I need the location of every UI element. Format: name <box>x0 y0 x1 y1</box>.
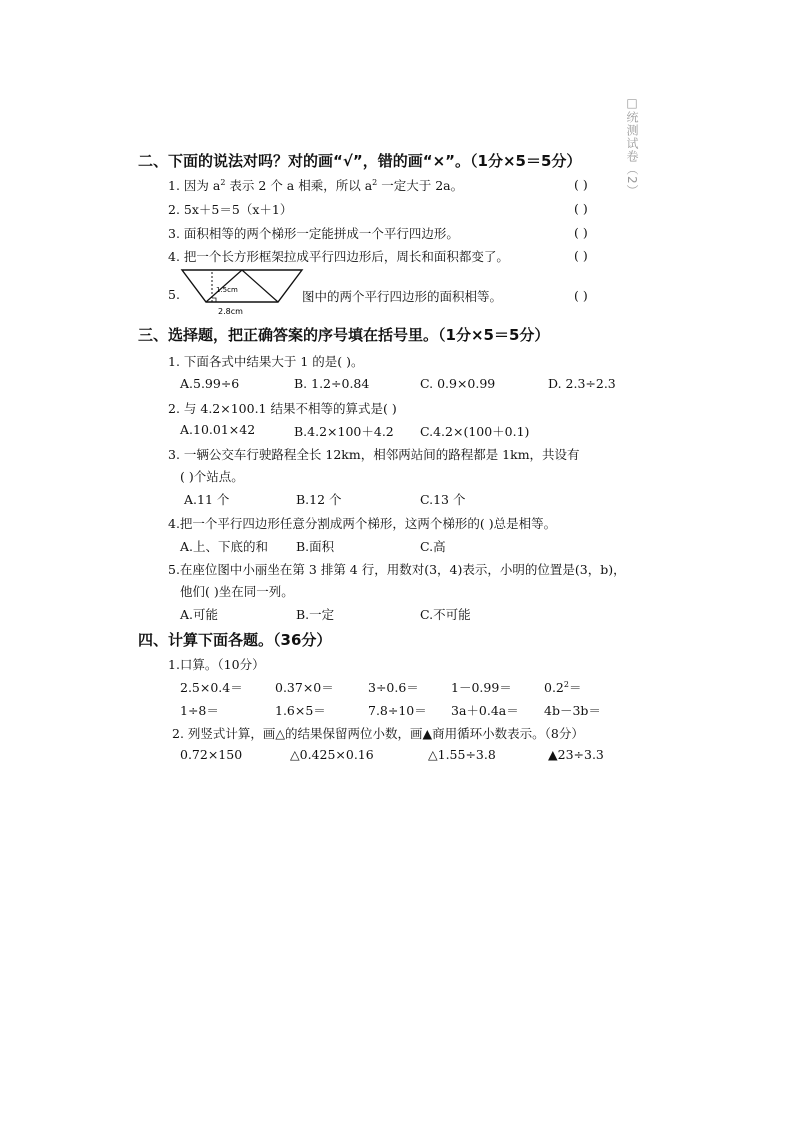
mental-calc-6: 1÷8＝ <box>180 703 219 718</box>
s4-sub1-title: 1.口算。（10分） <box>168 657 265 672</box>
s3-q3-stem: 3. 一辆公交车行驶路程全长 12km，相邻两站间的路程都是 1km，共设有 <box>168 447 580 462</box>
s2-answer-blank-3[interactable]: ( ) <box>574 225 588 240</box>
s2-item-3 <box>168 224 459 242</box>
s3-q5-option-c: C.不可能 <box>420 607 471 622</box>
section3-title: 三、选择题，把正确答案的序号填在括号里。（1分×5＝5分） <box>138 326 550 344</box>
s3-q5-stem: 5.在座位图中小丽坐在第 3 排第 4 行，用数对(3，4)表示，小明的位置是(3，b)， <box>168 562 626 577</box>
s2-item-4-num: 4. <box>168 249 180 264</box>
mental-calc-1: 2.5×0.4＝ <box>180 680 243 695</box>
side-margin-text: □统测试卷（2） <box>625 96 639 198</box>
mental-calc-4: 1－0.99＝ <box>451 680 512 695</box>
s3-q3-option-b: B.12 个 <box>296 492 342 507</box>
s2-item-1 <box>168 176 463 194</box>
section2-title: 二、下面的说法对吗？对的画“√”，错的画“×”。（1分×5＝5分） <box>138 152 582 170</box>
mental-calc-9: 3a＋0.4a＝ <box>451 703 519 718</box>
s3-q5-option-a: A.可能 <box>180 607 219 622</box>
vertical-calc-1: 0.72×150 <box>180 747 243 762</box>
mental-calc-8: 7.8÷10＝ <box>368 703 427 718</box>
mental-calc-3: 3÷0.6＝ <box>368 680 419 695</box>
mental-calc-2: 0.37×0＝ <box>275 680 334 695</box>
mental-calc-5-base: 0.2 <box>544 680 564 695</box>
s3-q2-stem: 2. 与 4.2×100.1 结果不相等的算式是( ) <box>168 401 397 416</box>
s3-q4-option-c: C.高 <box>420 539 446 554</box>
s2-answer-blank-1[interactable]: ( ) <box>574 177 588 192</box>
s2-item-2 <box>168 200 292 218</box>
vertical-calc-4: ▲23÷3.3 <box>548 747 604 762</box>
s2-item-4-text: 把一个长方形框架拉成平行四边形后，周长和面积都变了。 <box>183 249 509 264</box>
s2-item-1-sup2: 2 <box>372 177 378 187</box>
s2-item-1-post: 一定大于 2a。 <box>377 178 464 193</box>
s3-q4-stem: 4.把一个平行四边形任意分割成两个梯形，这两个梯形的( )总是相等。 <box>168 516 557 531</box>
s2-item-1-sup: 2 <box>220 177 226 187</box>
s2-item-5-text: 图中的两个平行四边形的面积相等。 <box>302 289 503 304</box>
s2-answer-blank-4[interactable]: ( ) <box>574 248 588 263</box>
figure-base-label: 2.8cm <box>218 307 243 316</box>
s3-q1-option-d: D. 2.3÷2.3 <box>548 376 616 391</box>
vertical-calc-3: △1.55÷3.8 <box>428 747 496 762</box>
s3-q2-option-c: C.4.2×(100＋0.1) <box>420 424 530 439</box>
s2-item-2-text: 5x＋5＝5（x＋1） <box>183 202 293 217</box>
s3-q2-option-a: A.10.01×42 <box>180 422 256 437</box>
s3-q4-option-a: A.上、下底的和 <box>180 539 269 554</box>
s3-q1-stem: 1. 下面各式中结果大于 1 的是( )。 <box>168 354 364 369</box>
s2-item-3-num: 3. <box>168 226 180 241</box>
section4-title: 四、计算下面各题。（36分） <box>138 631 332 649</box>
vertical-calc-2: △0.425×0.16 <box>290 747 374 762</box>
figure-diagonal-right <box>242 270 278 302</box>
s3-q2-option-b: B.4.2×100＋4.2 <box>294 424 394 439</box>
mental-calc-7: 1.6×5＝ <box>275 703 326 718</box>
s2-item-4 <box>168 247 509 265</box>
s3-q3-stem-line2: ( )个站点。 <box>180 469 244 484</box>
s2-item-1-pre: 因为 a <box>183 178 221 193</box>
mental-calc-5-sup: 2 <box>563 679 569 689</box>
parallelogram-figure <box>178 266 308 318</box>
s2-item-3-text: 面积相等的两个梯形一定能拼成一个平行四边形。 <box>183 226 459 241</box>
s3-q3-option-c: C.13 个 <box>420 492 466 507</box>
mental-calc-5-eq: ＝ <box>568 680 582 695</box>
s2-item-1-num: 1. <box>168 178 180 193</box>
s2-answer-blank-5[interactable]: ( ) <box>574 288 588 303</box>
s2-item-5-num: 5. <box>168 287 180 302</box>
figure-height-label: 1.5cm <box>216 286 238 294</box>
figure-trapezoid-outline <box>182 270 302 302</box>
s3-q1-option-b: B. 1.2÷0.84 <box>294 376 370 391</box>
s3-q1-option-c: C. 0.9×0.99 <box>420 376 496 391</box>
s2-answer-blank-2[interactable]: ( ) <box>574 201 588 216</box>
s3-q5-option-b: B.一定 <box>296 607 335 622</box>
mental-calc-5 <box>544 678 582 696</box>
s3-q1-option-a: A.5.99÷6 <box>180 376 240 391</box>
s4-sub2-title: 2. 列竖式计算，画△的结果保留两位小数，画▲商用循环小数表示。（8分） <box>172 726 584 741</box>
mental-calc-10: 4b－3b＝ <box>544 703 601 718</box>
s2-item-1-mid: 表示 2 个 a 相乘，所以 a <box>225 178 373 193</box>
s3-q3-option-a: A.11 个 <box>184 492 230 507</box>
s3-q5-stem-line2: 他们( )坐在同一列。 <box>180 584 294 599</box>
s2-item-2-num: 2. <box>168 202 180 217</box>
s3-q4-option-b: B.面积 <box>296 539 335 554</box>
